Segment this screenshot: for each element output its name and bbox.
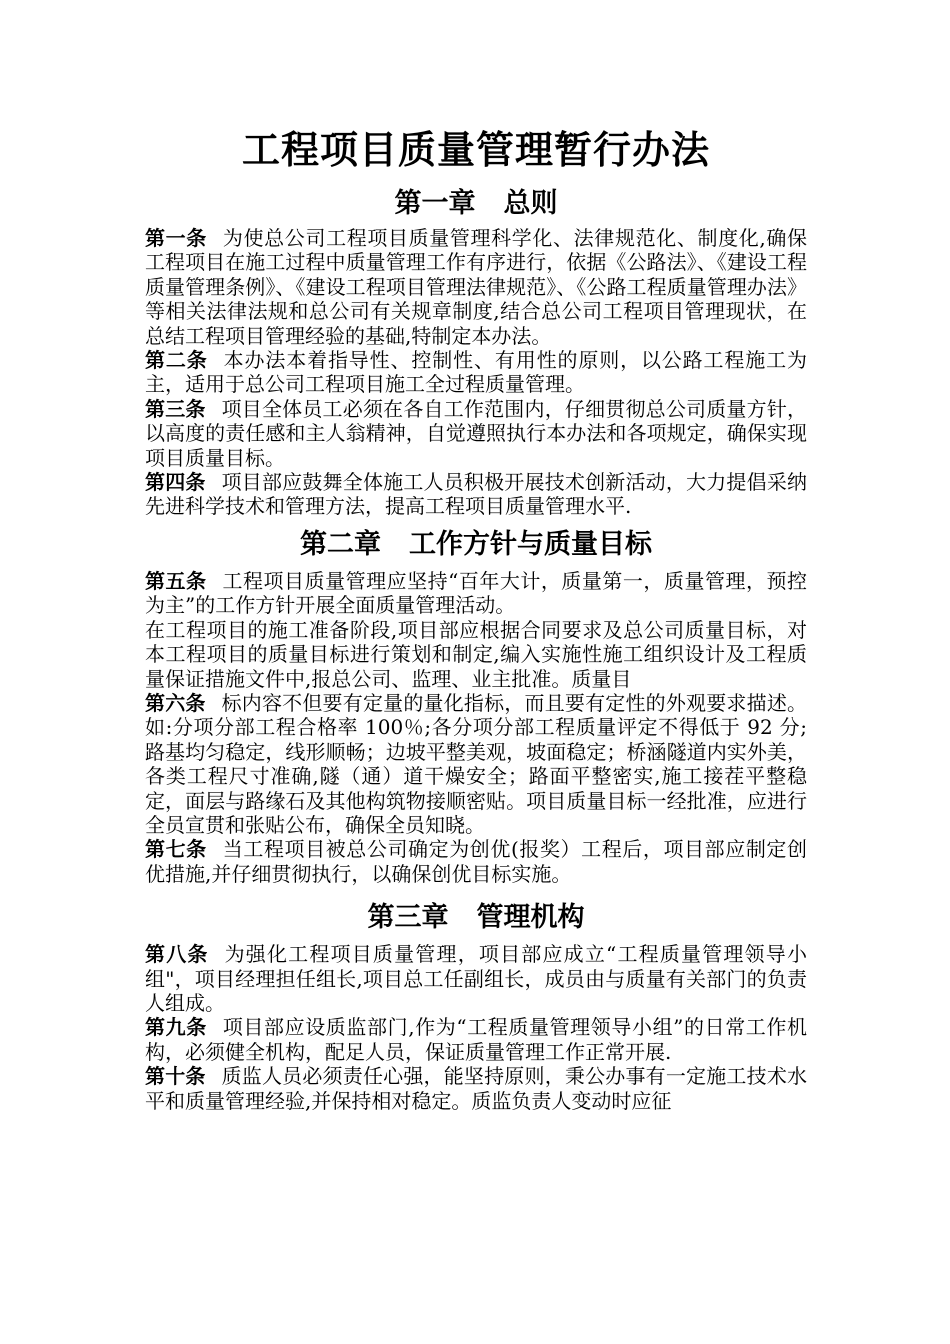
article-text: 为使总公司工程项目质量管理科学化、法律规范化、制度化,确保工程项目在施工过程中质量管理工作有序进行，依据《公路法》、《建设工程质量管理条例》、《建设工程项目管理法律规范》、《公路工程质量管理办法》等相关法律法规和总公司有关规章制度,结合总公司工程项目管理现状，在总结工程项目管理经验的基础,特制定本办法。 — [145, 226, 808, 348]
article-paragraph — [145, 1015, 807, 1064]
article-paragraph — [145, 397, 807, 470]
article-label: 第四条 — [145, 470, 206, 495]
article-paragraph — [145, 470, 807, 519]
article-text: 质监人员必须责任心强，能坚持原则，秉公办事有一定施工技术水平和质量管理经验,并保持相对稳定。质监负责人变动时应征 — [145, 1064, 808, 1113]
article-paragraph — [145, 618, 807, 691]
chapter-heading — [145, 523, 807, 567]
article-label: 第六条 — [145, 690, 206, 715]
article-text: 当工程项目被总公司确定为创优(报奖）工程后，项目部应制定创优措施,并仔细贯彻执行，以确保创优目标实施。 — [145, 837, 807, 886]
article-text: 在工程项目的施工准备阶段,项目部应根据合同要求及总公司质量目标，对本工程项目的质量目标进行策划和制定,编入实施性施工组织设计及工程质量保证措施文件中,报总公司、监理、业主批准。质量目 — [145, 617, 807, 691]
article-label: 第十条 — [145, 1064, 206, 1089]
article-text: 标内容不但要有定量的量化指标，而且要有定性的外观要求描述。如:分项分部工程合格率 100％;各分项分部工程质量评定不得低于 92 分;路基均匀稳定，线形顺畅；边坡平整美观，坡面稳定；桥涵隧道内实外美，各类工程尺寸准确,隧（通）道干燥安全；路面平整密实,施工接茬平整稳定，面层与路缘石及其他构筑物接顺密贴。项目质量目标一经批准，应进行全员宣贯和张贴公布，确保全员知晓。 — [145, 690, 808, 837]
article-label: 第七条 — [145, 837, 207, 862]
article-label: 第八条 — [145, 942, 209, 967]
article-text: 项目部应鼓舞全体施工人员积极开展技术创新活动，大力提倡采纳先进科学技术和管理方法，提高工程项目质量管理水平. — [145, 470, 808, 519]
article-paragraph — [145, 837, 807, 886]
article-paragraph — [145, 348, 807, 397]
article-paragraph — [145, 691, 807, 837]
chapter-heading — [145, 896, 807, 940]
article-paragraph — [145, 226, 807, 348]
article-label: 第二条 — [145, 348, 208, 373]
article-text: 工程项目质量管理应坚持“百年大计，质量第一，质量管理，预控为主”的工作方针开展全面质量管理活动。 — [145, 568, 807, 618]
article-label: 第一条 — [145, 226, 207, 250]
article-label: 第九条 — [145, 1015, 207, 1040]
article-paragraph — [145, 942, 807, 1015]
article-text: 项目部应设质监部门,作为“工程质量管理领导小组”的日常工作机构，必须健全机构，配足人员，保证质量管理工作正常开展. — [145, 1015, 808, 1064]
chapter-name: 管理机构 — [476, 902, 585, 934]
chapter-heading — [145, 182, 807, 226]
article-label: 第三条 — [145, 396, 206, 421]
chapter-number: 第一章 — [394, 188, 476, 219]
document-title: 工程项目质量管理暂行办法 — [241, 127, 710, 172]
article-paragraph — [145, 1064, 807, 1113]
article-text: 为强化工程项目质量管理，项目部应成立“工程质量管理领导小组"，项目经理担任组长,项目总工任副组长，成员由与质量有关部门的负责人组成。 — [145, 942, 807, 1015]
chapter-number: 第二章 — [300, 528, 381, 560]
article-paragraph — [145, 569, 807, 618]
article-label: 第五条 — [145, 568, 207, 593]
article-text: 项目全体员工必须在各自工作范围内，仔细贯彻总公司质量方针，以高度的责任感和主人翁精神，自觉遵照执行本办法和各项规定，确保实现项目质量目标。 — [145, 396, 808, 470]
document-page — [145, 120, 807, 1113]
chapter-name: 工作方针与质量目标 — [409, 528, 652, 560]
chapter-number: 第三章 — [367, 902, 449, 934]
article-text: 本办法本着指导性、控制性、有用性的原则，以公路工程施工为主，适用于总公司工程项目施工全过程质量管理。 — [145, 348, 808, 397]
chapter-name: 总则 — [503, 188, 558, 219]
